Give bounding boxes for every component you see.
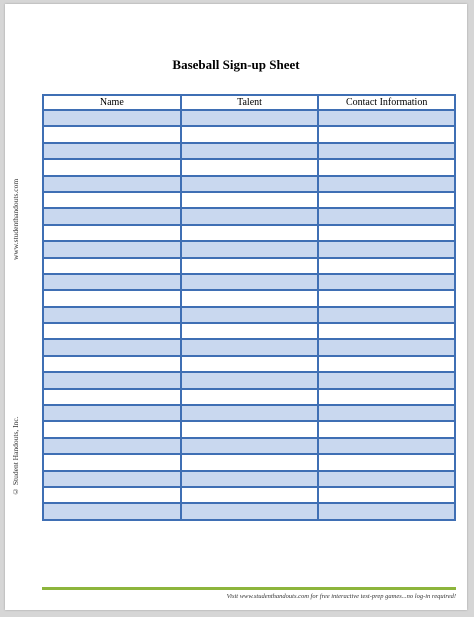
table-cell: [43, 274, 181, 290]
table-row: [43, 339, 455, 355]
table-cell: [43, 176, 181, 192]
table-row: [43, 405, 455, 421]
table-row: [43, 372, 455, 388]
table-cell: [43, 356, 181, 372]
table-cell: [181, 389, 319, 405]
table-row: [43, 389, 455, 405]
page-title: Baseball Sign-up Sheet: [172, 57, 300, 72]
table-cell: [181, 176, 319, 192]
table-cell: [181, 208, 319, 224]
table-cell: [318, 487, 455, 503]
table-row: [43, 143, 455, 159]
table-cell: [318, 323, 455, 339]
table-cell: [43, 389, 181, 405]
worksheet-page: [5, 4, 467, 610]
table-cell: [181, 454, 319, 470]
table-cell: [318, 307, 455, 323]
table-row: [43, 290, 455, 306]
table-cell: [318, 110, 455, 126]
table-cell: [43, 339, 181, 355]
table-row: [43, 307, 455, 323]
table-cell: [43, 110, 181, 126]
table-cell: [181, 143, 319, 159]
table-cell: [318, 143, 455, 159]
table-row: [43, 454, 455, 470]
table-cell: [318, 339, 455, 355]
table-row: [43, 356, 455, 372]
table-cell: [181, 323, 319, 339]
table-row: [43, 159, 455, 175]
table-row: [43, 274, 455, 290]
table-cell: [43, 471, 181, 487]
column-header-contact: Contact Information: [318, 95, 455, 110]
table-cell: [318, 192, 455, 208]
table-cell: [318, 421, 455, 437]
table-row: [43, 176, 455, 192]
table-row: [43, 258, 455, 274]
footer-divider: [42, 587, 456, 590]
table-row: [43, 421, 455, 437]
table-cell: [318, 356, 455, 372]
table-cell: [318, 176, 455, 192]
table-cell: [181, 192, 319, 208]
table-cell: [181, 487, 319, 503]
table-cell: [318, 274, 455, 290]
column-header-name: Name: [43, 95, 181, 110]
table-row: [43, 323, 455, 339]
table-cell: [181, 241, 319, 257]
table-cell: [43, 454, 181, 470]
table-row: [43, 225, 455, 241]
table-cell: [43, 159, 181, 175]
table-cell: [43, 192, 181, 208]
footer-note: Visit www.studenthandouts.com for free interactive test-prep games...no log-in required!: [226, 593, 456, 600]
table-cell: [181, 258, 319, 274]
side-website-url: www.studenthandouts.com: [11, 178, 20, 260]
table-cell: [43, 143, 181, 159]
table-cell: [43, 258, 181, 274]
column-header-talent: Talent: [181, 95, 319, 110]
signup-table: [42, 94, 456, 521]
table-cell: [43, 126, 181, 142]
table-cell: [181, 110, 319, 126]
table-cell: [318, 503, 455, 519]
table-header-row: [43, 95, 455, 110]
table-cell: [181, 274, 319, 290]
table-cell: [43, 290, 181, 306]
table-cell: [43, 241, 181, 257]
table-row: [43, 208, 455, 224]
table-row: [43, 241, 455, 257]
table-cell: [181, 339, 319, 355]
table-cell: [181, 225, 319, 241]
table-cell: [181, 421, 319, 437]
table-cell: [43, 503, 181, 519]
table-cell: [43, 323, 181, 339]
table-cell: [318, 258, 455, 274]
table-cell: [43, 405, 181, 421]
table-cell: [318, 389, 455, 405]
table-cell: [43, 487, 181, 503]
table-cell: [318, 208, 455, 224]
side-copyright: © Student Handouts, Inc.: [11, 416, 20, 496]
table-cell: [43, 225, 181, 241]
table-cell: [181, 307, 319, 323]
table-cell: [181, 290, 319, 306]
table-cell: [318, 126, 455, 142]
table-cell: [318, 454, 455, 470]
table-cell: [43, 307, 181, 323]
table-cell: [318, 372, 455, 388]
table-row: [43, 471, 455, 487]
table-cell: [181, 438, 319, 454]
table-cell: [181, 405, 319, 421]
table-cell: [318, 471, 455, 487]
table-cell: [318, 159, 455, 175]
table-cell: [181, 159, 319, 175]
table-cell: [181, 356, 319, 372]
table-row: [43, 487, 455, 503]
table-cell: [43, 208, 181, 224]
table-cell: [318, 290, 455, 306]
table-row: [43, 192, 455, 208]
table-cell: [181, 372, 319, 388]
table-cell: [318, 225, 455, 241]
table-cell: [318, 438, 455, 454]
table-cell: [181, 126, 319, 142]
table-cell: [43, 438, 181, 454]
table-row: [43, 126, 455, 142]
table-cell: [43, 372, 181, 388]
table-cell: [318, 241, 455, 257]
table-body: [43, 110, 455, 520]
table-cell: [318, 405, 455, 421]
table-row: [43, 438, 455, 454]
table-cell: [181, 471, 319, 487]
table-row: [43, 110, 455, 126]
table-cell: [43, 421, 181, 437]
table-cell: [181, 503, 319, 519]
table-row: [43, 503, 455, 519]
